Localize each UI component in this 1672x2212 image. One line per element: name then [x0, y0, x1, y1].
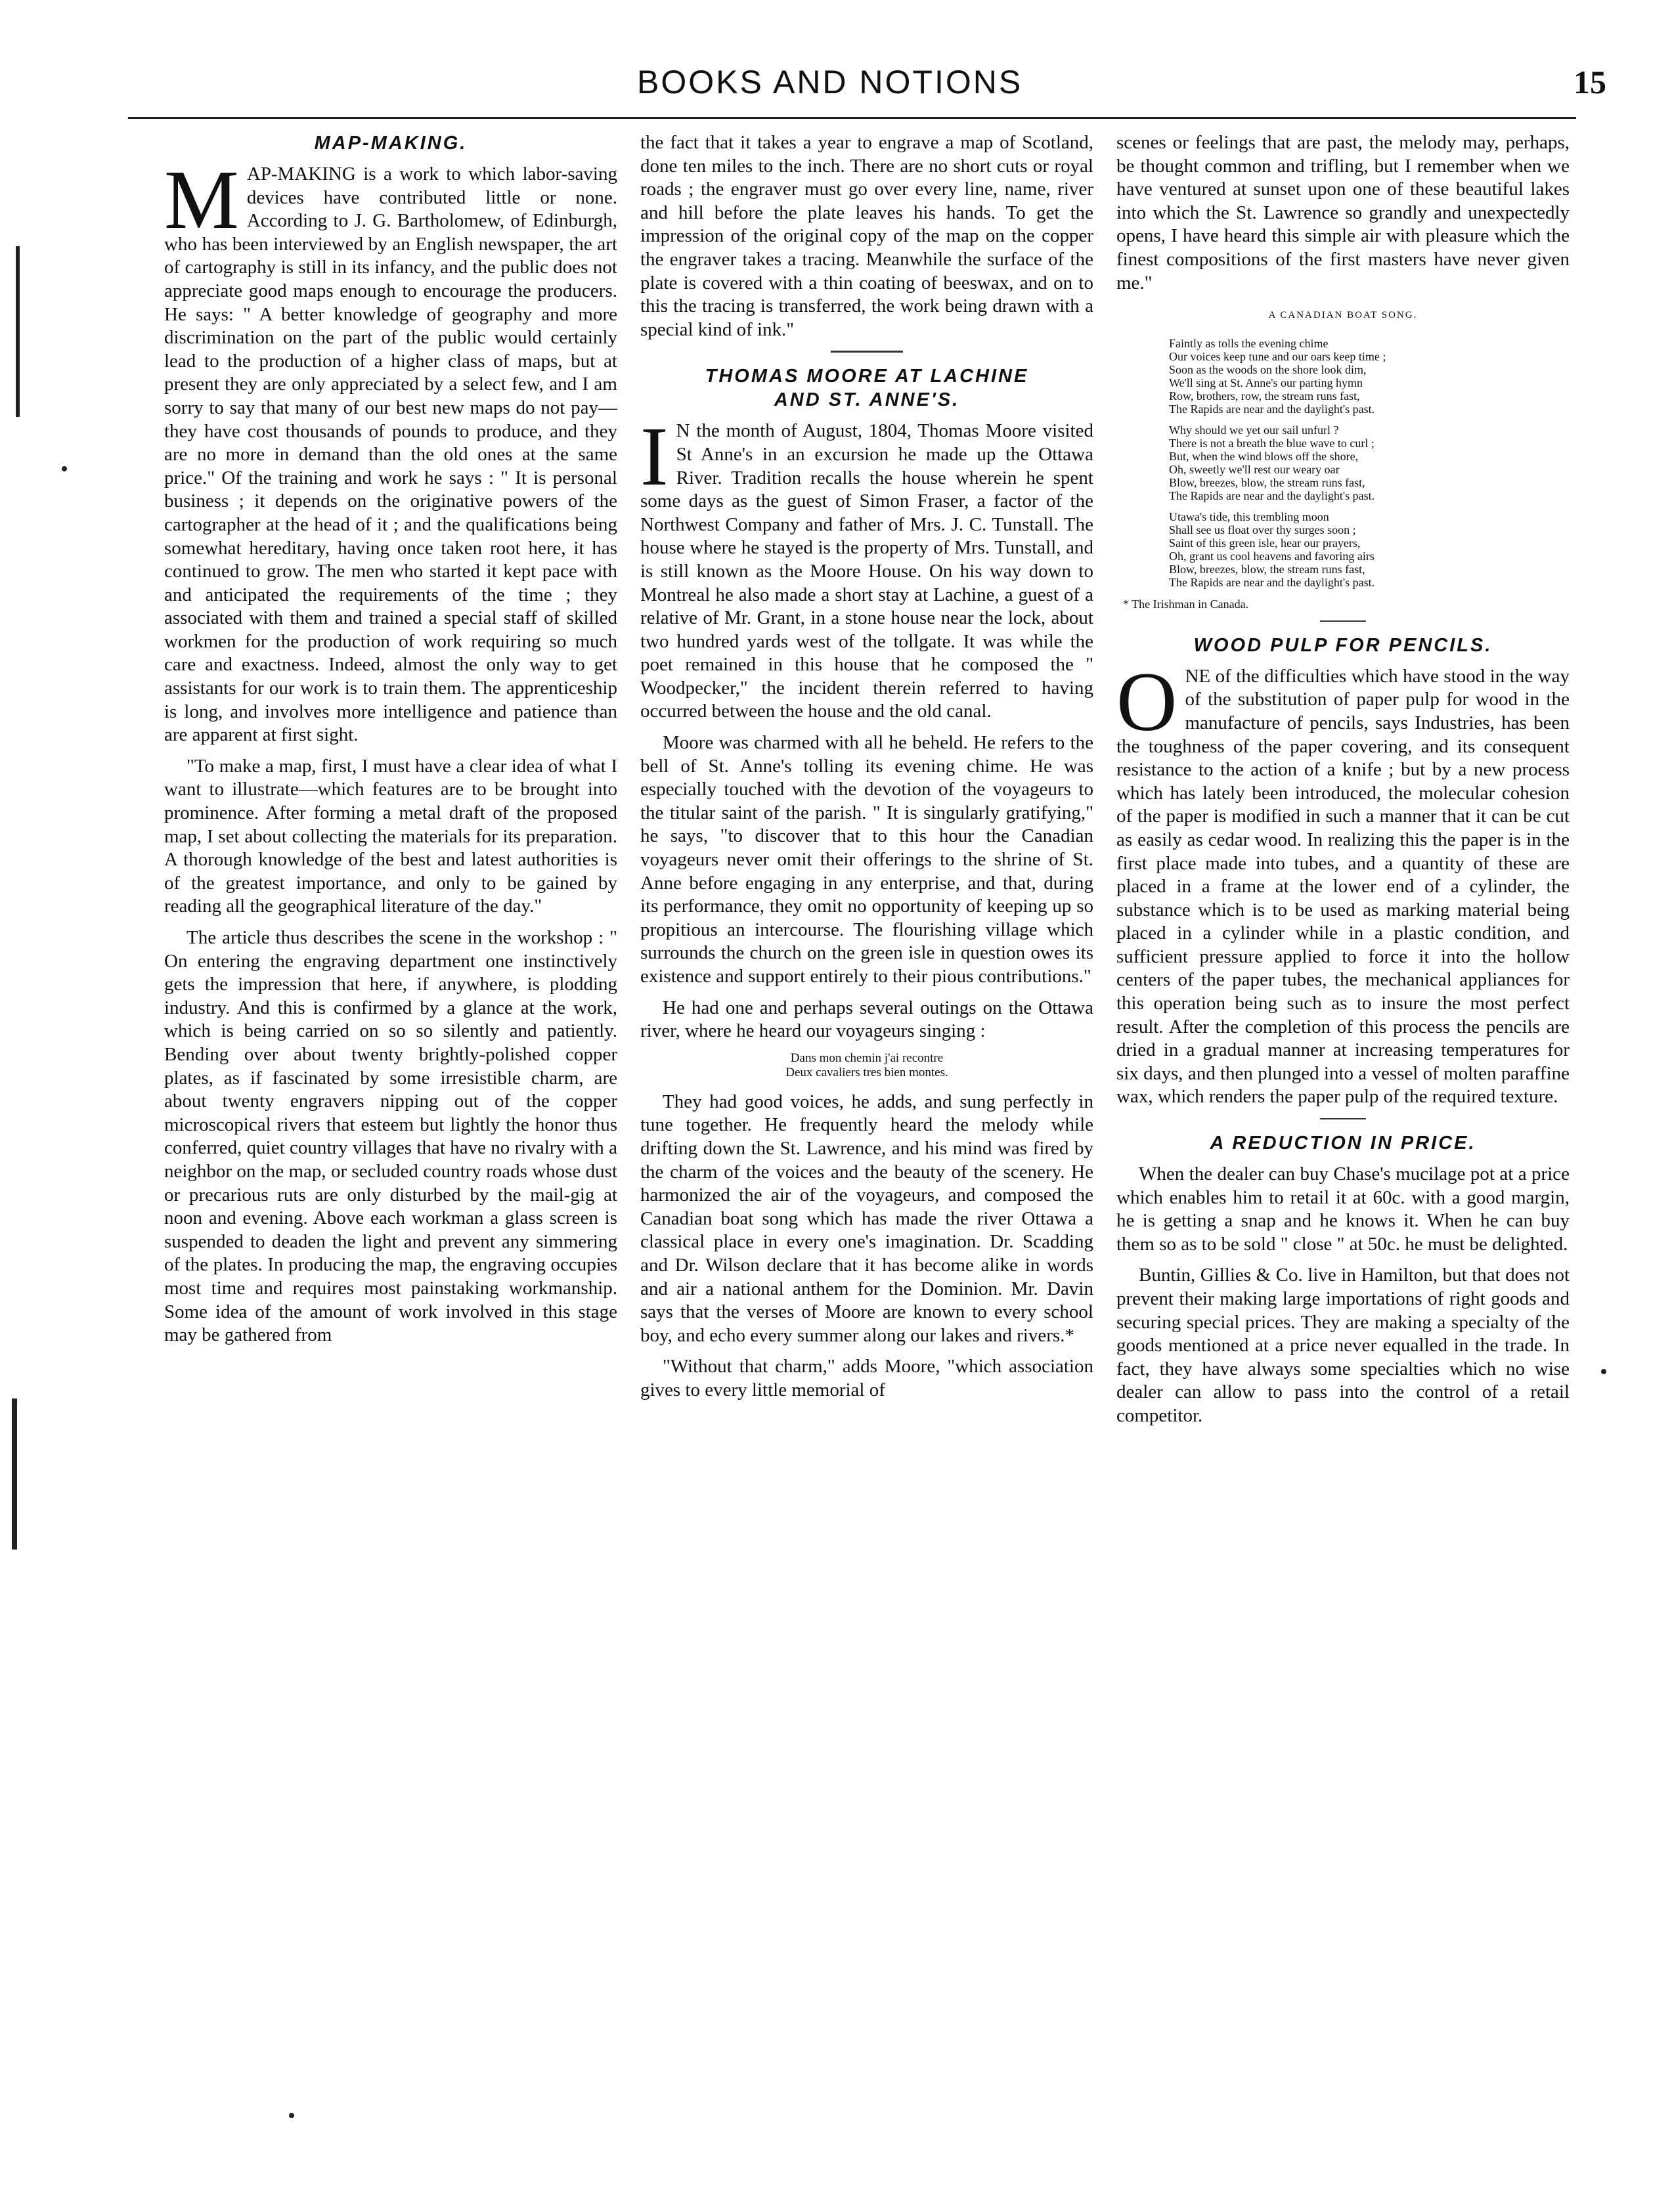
moore-paragraph-6: scenes or feelings that are past, the melody may, perhaps, be thought common and trifling, but I remember when we have ventured at sunset upon one of these beautiful lakes into which the St. Lawrence so grandly and unexpectedly opens, I have heard this simple air with pleasure which the finest compositions of the first masters have never given me.": [1116, 132, 1570, 293]
stanza-line: Saint of this green isle, hear our prayers,: [1169, 536, 1361, 550]
column-3: [1116, 131, 1570, 1436]
stanza-line: There is not a breath the blue wave to curl ;: [1169, 436, 1375, 450]
stanza-line: Oh, sweetly we'll rest our weary oar: [1169, 462, 1340, 476]
boat-song-stanza-3: [1116, 510, 1570, 589]
drop-cap-m: M: [164, 153, 239, 246]
stanza-line: Faintly as tolls the evening chime: [1169, 336, 1329, 350]
scan-mark-bottom: [12, 1399, 17, 1550]
moore-paragraph-3: He had one and perhaps several outings on the Ottawa river, where he heard our voyageurs singing :: [640, 997, 1093, 1042]
section-divider: [831, 351, 903, 353]
section-divider: [1320, 620, 1366, 622]
header-rule: [128, 117, 1576, 119]
stanza-line: Blow, breezes, blow, the stream runs fast,: [1169, 475, 1365, 489]
french-verse-line-1: Dans mon chemin j'ai recontre: [790, 1051, 944, 1065]
moore-paragraph-4: They had good voices, he adds, and sung perfectly in tune together. He frequently heard the melody while drifting down the St. Lawrence, and his mind was fired by the charm of the voices and the beauty of the scenery. He harmonized the air of the voyageurs, and composed the Canadian boat song which has made the river Ottawa a classical place in every one's imagination. Dr. Scadding and Dr. Wilson declare that it has become alike in words and air a national anthem for the Dominion. Mr. Davin says that the verses of Moore are known to every school boy, and echo every summer along our lakes and rivers.*: [640, 1091, 1093, 1346]
map-making-paragraph-3: The article thus describes the scene in the workshop : " On entering the engraving department one instinctively gets the impression that here, if anywhere, is plodding industry. And this is confirmed by a glance at the work, which is being carried on so so silently and patiently. Bending over about twenty brightly-polished copper plates, as if fascinated by some irresistible charm, are about twenty engravers nipping out of the copper microscopical rivers that esteem but lightly the honor thus conferred, quiet country villages that have no rivalry with a neighbor on the map, or secluded country roads whose dust or precarious ruts are only disturbed by the mail-gig at noon and evening. Above each workman a glass screen is suspended to deaden the light and prevent any simmering of the plates. In producing the map, the engraving occupies most time and requires most painstaking workmanship. Some idea of the amount of work involved in this stage may be gathered from: [164, 927, 617, 1346]
map-making-heading: MAP-MAKING.: [314, 133, 468, 154]
scan-dot: [62, 466, 67, 471]
page-number: 15: [1573, 64, 1606, 100]
footnote: * The Irishman in Canada.: [1123, 597, 1249, 611]
moore-heading-line-2: AND ST. ANNE'S.: [774, 389, 960, 411]
stanza-line: Soon as the woods on the shore look dim,: [1169, 362, 1367, 376]
french-verse-line-2: Deux cavaliers tres bien montes.: [785, 1065, 948, 1079]
column-1: [164, 131, 617, 1355]
french-verse: [640, 1051, 1093, 1080]
scan-dot-right: [1601, 1369, 1606, 1374]
boat-song-title: A CANADIAN BOAT SONG.: [1268, 310, 1418, 321]
stanza-line: The Rapids are near and the daylight's past.: [1169, 575, 1375, 589]
wood-pulp-p1-text: NE of the difficulties which have stood in the way of the substitution of paper pulp for wood in the manufacture of pencils, says Industries, has been the toughness of the paper covering, and its consequent resistance to the action of a knife ; but by a new process which has lately been introduced, the molecular cohesion of the paper is modified in such a manner that it can be cut as easily as cedar wood. In realizing this the paper is in the first place made into tubes, and a quantity of these are placed in a frame at the lower end of a cylinder, the substance which is to be used as marking material being placed in a cylinder while in a plastic condition, and sufficient pressure applied to force it into the hollow centers of the paper tubes, the mechanical appliances for this operation being such as to insure the most perfect result. After the completion of this process the pencils are dried in a gradual manner at increasing temperatures for six days, and then plunged into a vessel of molten paraffine wax, which renders the paper pulp of the required texture.: [1116, 665, 1570, 1108]
running-title: BOOKS AND NOTIONS: [637, 64, 1023, 100]
reduction-paragraph-1: When the dealer can buy Chase's mucilage pot at a price which enables him to retail it at 60c. with a good margin, he is getting a snap and he knows it. When he can buy them so as to be sold " close " at 50c. he must be delighted.: [1116, 1163, 1570, 1255]
running-header: [0, 63, 1672, 116]
stanza-line: Oh, grant us cool heavens and favoring airs: [1169, 549, 1375, 563]
scan-dot-bottom: [289, 2113, 294, 2118]
stanza-line: The Rapids are near and the daylight's past.: [1169, 402, 1375, 416]
moore-paragraph-1: [640, 410, 1093, 724]
reduction-heading: A REDUCTION IN PRICE.: [1210, 1133, 1476, 1154]
map-making-paragraph-2: "To make a map, first, I must have a clear idea of what I want to illustrate—which features are to be brought into prominence. After forming a metal draft of the proposed map, I set about collecting the materials for its preparation. A thorough knowledge of the best and latest authorities is of the greatest importance, and only to be gained by reading all the geographical literature of the day.": [164, 755, 617, 917]
stanza-line: Row, brothers, row, the stream runs fast,: [1169, 389, 1360, 402]
stanza-line: The Rapids are near and the daylight's past.: [1169, 488, 1375, 502]
moore-paragraph-5: "Without that charm," adds Moore, "which association gives to every little memorial of: [640, 1356, 1093, 1400]
stanza-line: Our voices keep tune and our oars keep time ;: [1169, 349, 1386, 363]
drop-cap-o: O: [1116, 655, 1177, 748]
boat-song-stanza-1: [1116, 337, 1570, 416]
stanza-line: But, when the wind blows off the shore,: [1169, 449, 1359, 463]
boat-song-stanza-2: [1116, 423, 1570, 502]
wood-pulp-heading: WOOD PULP FOR PENCILS.: [1193, 634, 1493, 656]
moore-heading-line-1: THOMAS MOORE AT LACHINE: [705, 366, 1029, 387]
stanza-line: Why should we yet our sail unfurl ?: [1169, 423, 1339, 437]
moore-paragraph-2: Moore was charmed with all he beheld. He refers to the bell of St. Anne's tolling its evening chime. He was especially touched with the devotion of the voyageurs to the titular saint of the parish. " It is singularly gratifying," he says, "to discover that to this hour the Canadian voyageurs never omit their offerings to the shrine of St. Anne before engaging in any enterprise, and that, during its performance, they omit no opportunity of keeping up so propitious an intercourse. The flourishing village which surrounds the church on the green isle in question owes its existence and support entirely to their pious contributions.": [640, 732, 1093, 987]
moore-p1-text: N the month of August, 1804, Thomas Moore visited St Anne's in an excursion he made up the Ottawa River. Tradition recalls the house wherein he spent some days as the guest of Simon Fraser, a factor of the Northwest Company and father of Mrs. J. C. Tunstall. The house where he stayed is the property of Mrs. Tunstall, and is still known as the Moore House. On his way down to Montreal he also made a short stay at Lachine, a guest of a relative of Mr. Grant, in a stone house near the lock, about two hundred yards west of the tollgate. It was while the poet remained in this house that he composed the " Woodpecker," the incident therein referred to having occurred between the house and the old canal.: [640, 420, 1093, 722]
stanza-line: Utawa's tide, this trembling moon: [1169, 510, 1329, 523]
wood-pulp-paragraph-1: [1116, 655, 1570, 1109]
stanza-line: Blow, breezes, blow, the stream runs fast,: [1169, 562, 1365, 576]
section-divider: [1320, 1118, 1366, 1119]
stanza-line: We'll sing at St. Anne's our parting hymn: [1169, 376, 1363, 389]
map-making-paragraph-1: [164, 153, 617, 747]
column-2: [640, 131, 1093, 1410]
map-making-paragraph-4: the fact that it takes a year to engrave a map of Scotland, done ten miles to the inch. There are no short cuts or royal roads ; the engraver must go over every line, name, river and hill before the plate leaves his hands. To get the impression of the original copy of the map on the copper the engraver takes a tracing. Meanwhile the surface of the plate is covered with a thin coating of beeswax, and on to this the tracing is transferred, the work being drawn with a special kind of ink.": [640, 132, 1093, 340]
drop-cap-i: I: [640, 410, 669, 504]
map-making-p1-text: AP-MAKING is a work to which labor-saving devices have contributed little or none. According to J. G. Bartholomew, of Edinburgh, who has been interviewed by an English newspaper, the art of cartography is still in its infancy, and the public does not appreciate good maps enough to encourage the producers. He says: " A better knowledge of geography and more discrimination on the part of the public would certainly lead to the production of a higher class of maps, but at present they are only appreciated by a select few, and I am sorry to say that many of our best new maps do not pay—they have cost thousands of pounds to produce, and they are no more in demand than the old ones at the same price." Of the training and work he says : " It is personal business ; it depends on the originative powers of the cartographer at the head of it ; and the qualifications being somewhat hereditary, having once taken root here, it has continued to grow. The men who started it kept pace with and anticipated the requirements of the time ; they associated with them and trained a special staff of skilled workmen for the production of work requiring so much care and exactness. Indeed, almost the only way to get assistants for our work is to train them. The apprenticeship is long, and involves more intelligence and patience than are apparent at first sight.: [164, 163, 617, 746]
reduction-paragraph-2: Buntin, Gillies & Co. live in Hamilton, but that does not prevent their making large importations of right goods and securing special prices. They are making a specialty of the goods mentioned at a price never equalled in the trade. In fact, they have always some specialties which no wise dealer can allow to pass into the control of a retail competitor.: [1116, 1265, 1570, 1426]
scan-mark-top: [16, 246, 20, 417]
moore-heading: [640, 364, 1093, 412]
stanza-line: Shall see us float over thy surges soon ;: [1169, 523, 1356, 536]
